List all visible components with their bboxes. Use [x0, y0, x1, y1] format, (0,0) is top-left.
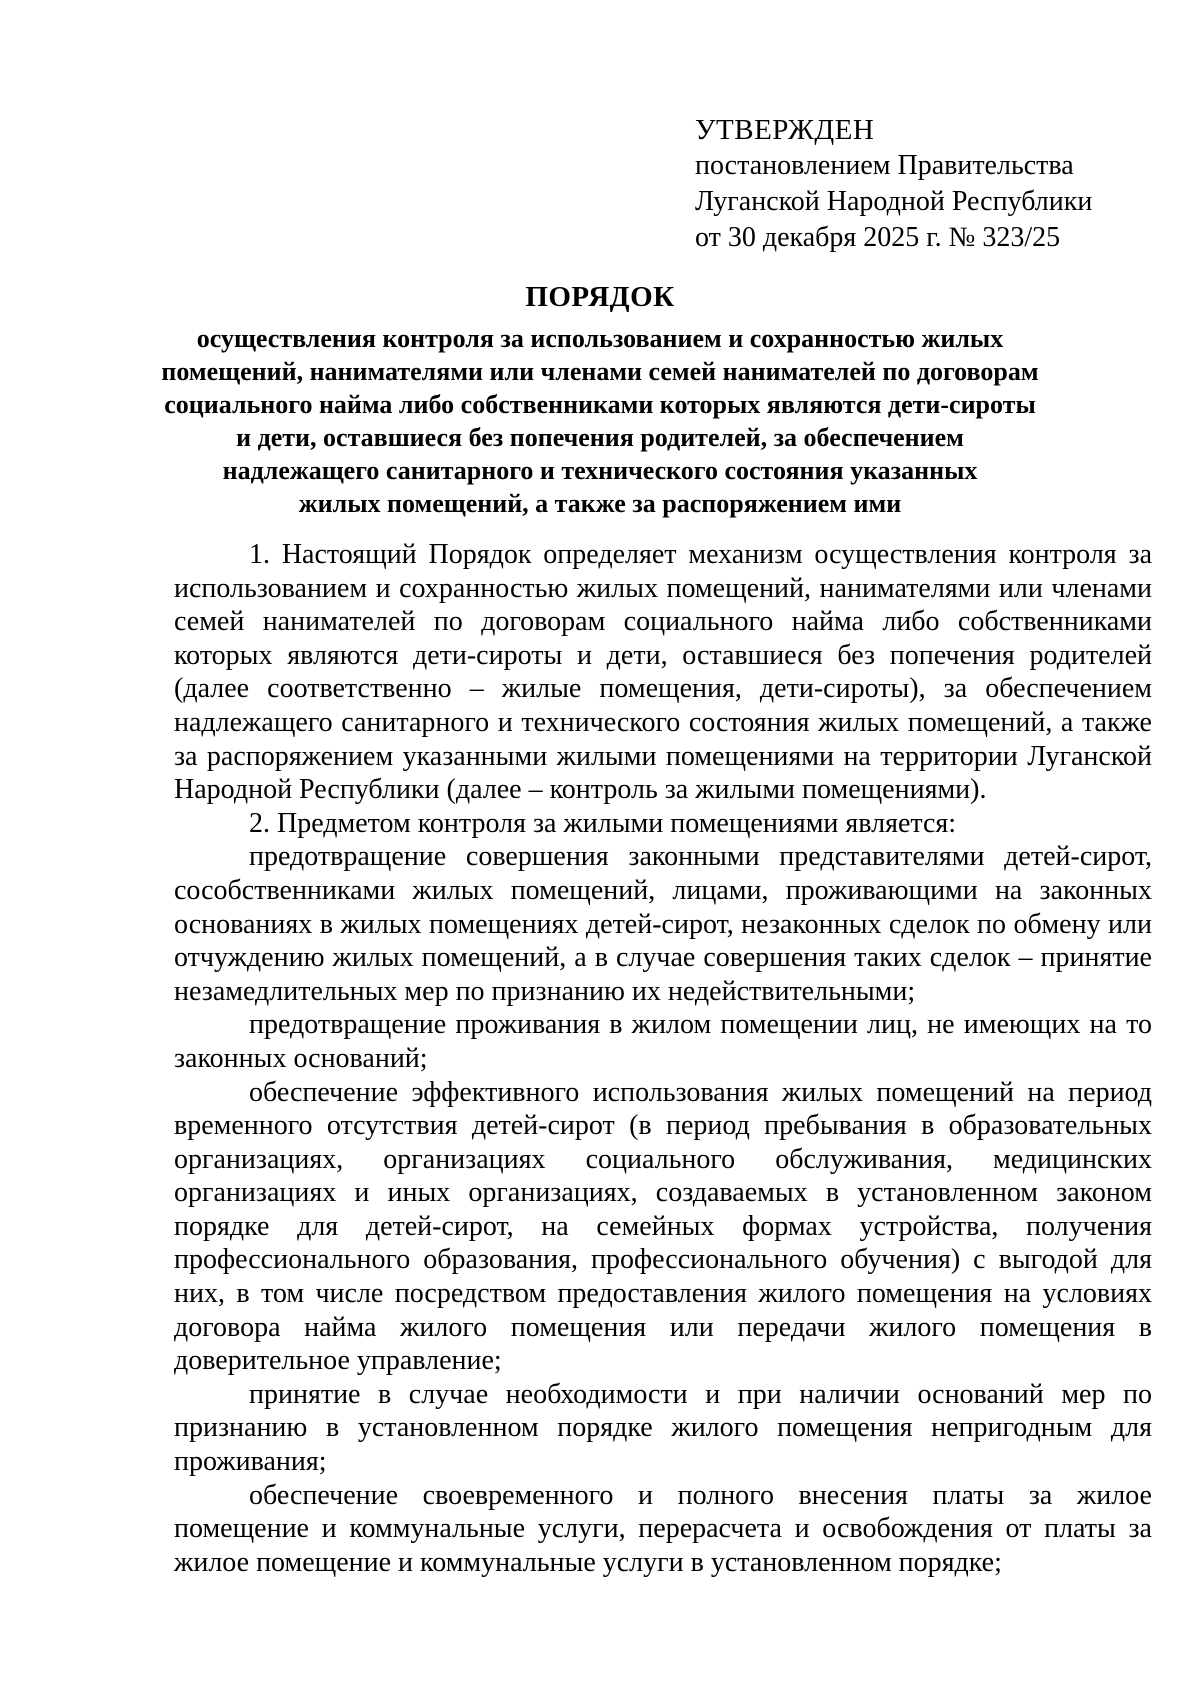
document-body — [174, 538, 1152, 1579]
approval-date: от 30 декабря 2025 г. № 323/25 — [695, 222, 1061, 253]
subtitle-line: надлежащего санитарного и технического состояния указанных — [222, 456, 978, 485]
title-subtitle — [150, 322, 1050, 520]
subtitle-line: осуществления контроля за использованием и сохранностью жилых — [196, 324, 1004, 353]
document-title — [150, 278, 1050, 520]
subtitle-line: помещений, нанимателями или членами семей нанимателей по договорам — [161, 357, 1039, 386]
approval-block — [695, 112, 1092, 256]
paragraph: 1. Настоящий Порядок определяет механизм осуществления контроля за использованием и сохранностью жилых помещений, нанимателями или членами семей нанимателей по договорам социального найма либо собственниками которых являются дети-сироты и дети, оставшиеся без попечения родителей (далее соответственно – жилые помещения, дети-сироты), за обеспечением надлежащего санитарного и технического состояния жилых помещений, а также за распоряжением указанными жилыми помещениями на территории Луганской Народной Республики (далее – контроль за жилыми помещениями). — [174, 539, 1152, 806]
approval-line: постановлением Правительства — [695, 150, 1074, 181]
paragraph: 2. Предметом контроля за жилыми помещениями является: — [249, 807, 957, 839]
subtitle-line: социального найма либо собственниками которых являются дети-сироты — [164, 390, 1036, 419]
title-main: ПОРЯДОК — [525, 281, 675, 313]
paragraph: обеспечение эффективного использования жилых помещений на период временного отсутствия детей-сирот (в период пребывания в образовательных организациях, организациях социального обслуживания, медицинских организациях и иных организациях, создаваемых в установленном законом порядке для детей-сирот, на семейных формах устройства, получения профессионального образования, профессионального обучения) с выгодой для них, в том числе посредством предоставления жилого помещения на условиях договора найма жилого помещения или передачи жилого помещения в доверительное управление; — [174, 1076, 1152, 1377]
paragraph: принятие в случае необходимости и при наличии оснований мер по признанию в установленном порядке жилого помещения непригодным для проживания; — [174, 1378, 1152, 1478]
approval-line: Луганской Народной Республики — [695, 186, 1093, 217]
paragraph: предотвращение проживания в жилом помещении лиц, не имеющих на то законных оснований; — [174, 1009, 1152, 1074]
paragraph: предотвращение совершения законными представителями детей-сирот, сособственниками жилых помещений, лицами, проживающими на законных основаниях в жилых помещениях детей-сирот, незаконных сделок по обмену или отчуждению жилых помещений, а в случае совершения таких сделок – принятие незамедлительных мер по признанию их недействительными; — [174, 841, 1152, 1007]
subtitle-line: и дети, оставшиеся без попечения родителей, за обеспечением — [236, 423, 964, 452]
approval-heading: УТВЕРЖДЕН — [695, 114, 875, 146]
subtitle-line: жилых помещений, а также за распоряжением ими — [298, 489, 902, 518]
paragraph: обеспечение своевременного и полного внесения платы за жилое помещение и коммунальные услуги, перерасчета и освобождения от платы за жилое помещение и коммунальные услуги в установленном порядке; — [174, 1479, 1152, 1578]
